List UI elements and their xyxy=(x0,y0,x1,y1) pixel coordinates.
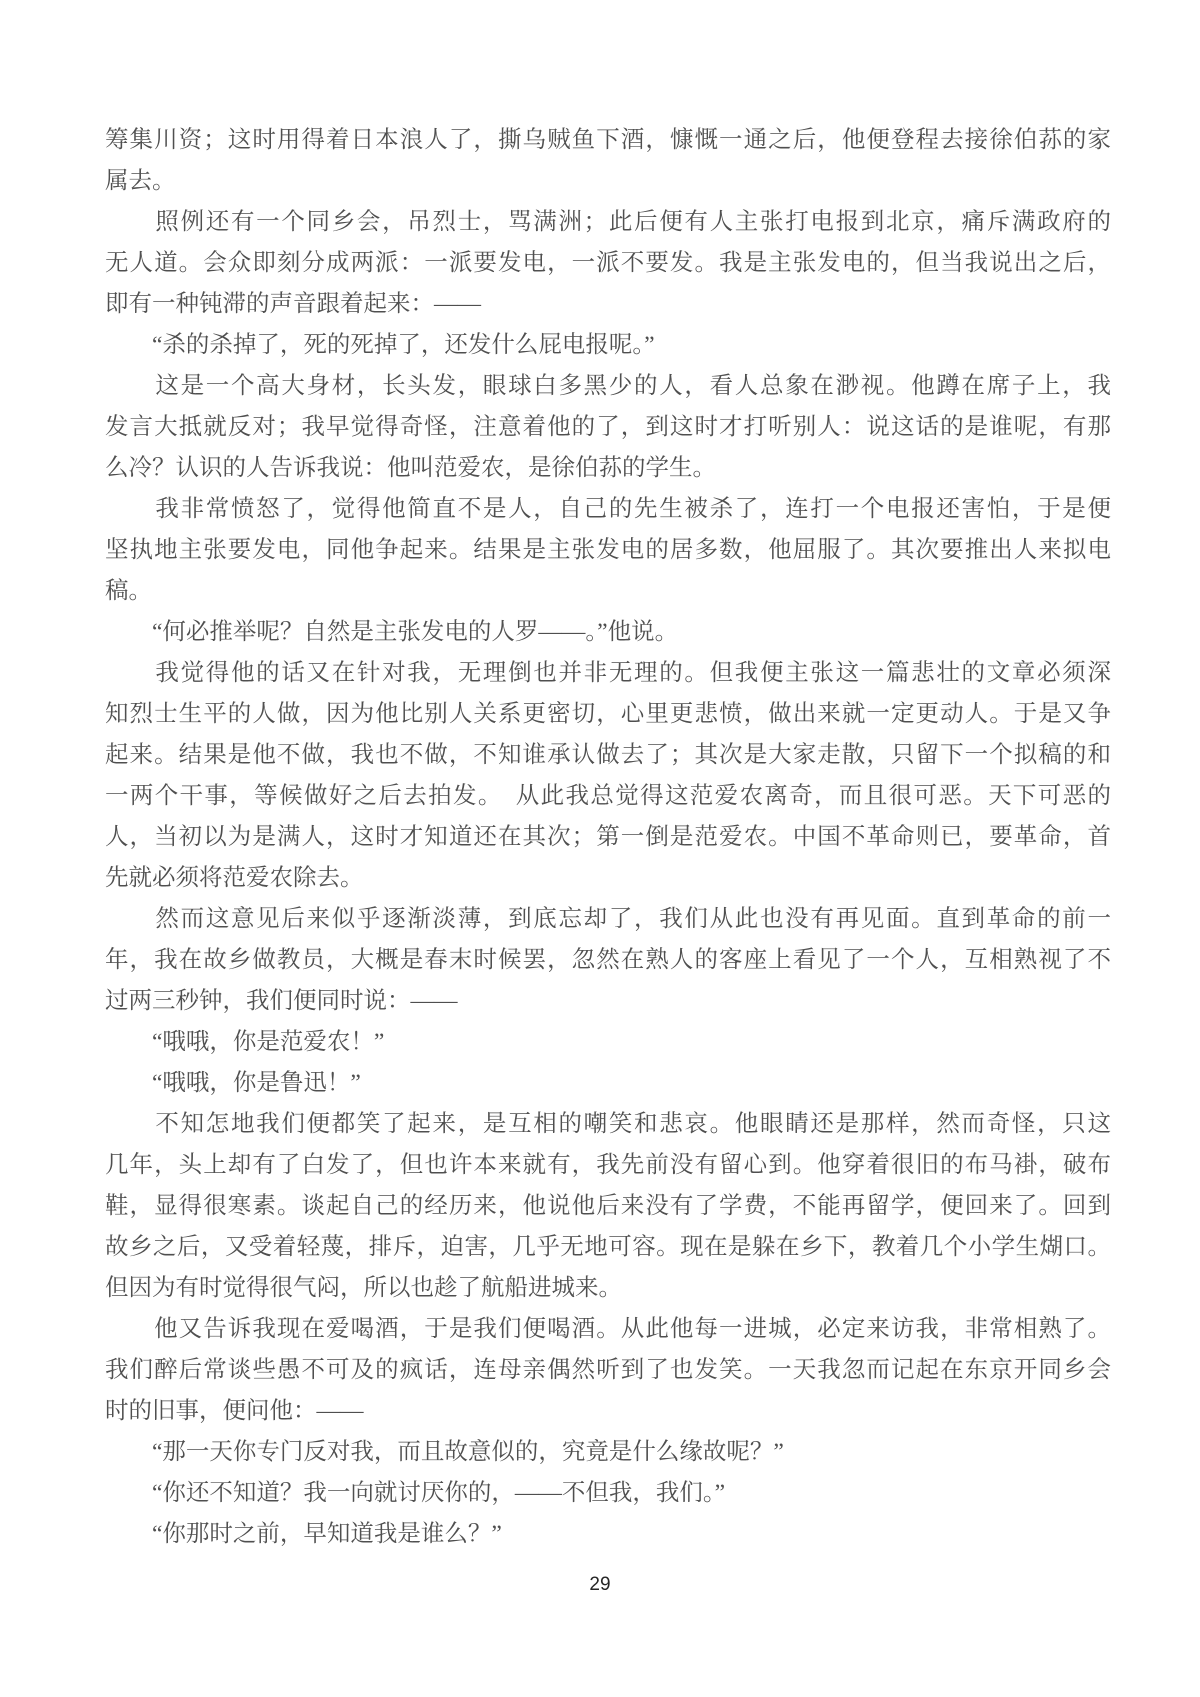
text-line: 发言大抵就反对；我早觉得奇怪，注意着他的了，到这时才打听别人：说这话的是谁呢，有那 xyxy=(105,414,1111,440)
text-line: “哦哦，你是鲁迅！” xyxy=(105,1070,361,1096)
text-line: 不知怎地我们便都笑了起来，是互相的嘲笑和悲哀。他眼睛还是那样，然而奇怪，只这 xyxy=(105,1111,1111,1137)
text-line: 这是一个高大身材，长头发，眼球白多黑少的人，看人总象在渺视。他蹲在席子上，我 xyxy=(105,373,1111,399)
text-line: 无人道。会众即刻分成两派：一派要发电，一派不要发。我是主张发电的，但当我说出之后， xyxy=(105,250,1111,276)
text-line: “那一天你专门反对我，而且故意似的，究竟是什么缘故呢？” xyxy=(105,1439,784,1465)
text-line: 属去。 xyxy=(105,168,176,194)
text-line: 知烈士生平的人做，因为他比别人关系更密切，心里更悲愤，做出来就一定更动人。于是又争 xyxy=(105,701,1111,727)
text-line: 坚执地主张要发电，同他争起来。结果是主张发电的居多数，他屈服了。其次要推出人来拟电 xyxy=(105,537,1111,563)
text-line: 时的旧事，便问他：—— xyxy=(105,1398,364,1424)
page-number: 29 xyxy=(589,1574,611,1595)
text-line: “杀的杀掉了，死的死掉了，还发什么屁电报呢。” xyxy=(105,332,655,358)
text-line: 我觉得他的话又在针对我，无理倒也并非无理的。但我便主张这一篇悲壮的文章必须深 xyxy=(105,660,1111,686)
text-line: 故乡之后，又受着轻蔑，排斥，迫害，几乎无地可容。现在是躲在乡下，教着几个小学生煳口。 xyxy=(105,1234,1111,1260)
text-line: 稿。 xyxy=(105,578,152,604)
text-line: 照例还有一个同乡会，吊烈士，骂满洲；此后便有人主张打电报到北京，痛斥满政府的 xyxy=(105,209,1111,235)
text-line: 么冷？认识的人告诉我说：他叫范爱农，是徐伯荪的学生。 xyxy=(105,455,716,481)
text-line: 然而这意见后来似乎逐渐淡薄，到底忘却了，我们从此也没有再见面。直到革命的前一 xyxy=(105,906,1111,932)
text-line: “你还不知道？我一向就讨厌你的，——不但我，我们。” xyxy=(105,1480,726,1506)
text-line: 先就必须将范爱农除去。 xyxy=(105,865,364,891)
text-line: 人，当初以为是满人，这时才知道还在其次；第一倒是范爱农。中国不革命则已，要革命，首 xyxy=(105,824,1111,850)
text-line: 筹集川资；这时用得着日本浪人了，撕乌贼鱼下酒，慷慨一通之后，他便登程去接徐伯荪的家 xyxy=(105,127,1111,153)
text-line: “哦哦，你是范爱农！” xyxy=(105,1029,385,1055)
text-line: 我非常愤怒了，觉得他简直不是人，自己的先生被杀了，连打一个电报还害怕，于是便 xyxy=(105,496,1111,522)
text-line: “你那时之前，早知道我是谁么？” xyxy=(105,1521,502,1547)
text-line: 鞋，显得很寒素。谈起自己的经历来，他说他后来没有了学费，不能再留学，便回来了。回到 xyxy=(105,1193,1111,1219)
text-line: 我们醉后常谈些愚不可及的疯话，连母亲偶然听到了也发笑。一天我忽而记起在东京开同乡会 xyxy=(105,1357,1111,1383)
text-line: 一两个干事，等候做好之后去拍发。 从此我总觉得这范爱农离奇，而且很可恶。天下可恶的 xyxy=(105,783,1111,809)
page-footer xyxy=(0,1570,1200,1600)
body-text xyxy=(105,120,1111,1555)
text-line: 即有一种钝滞的声音跟着起来：—— xyxy=(105,291,481,317)
text-line: 几年，头上却有了白发了，但也许本来就有，我先前没有留心到。他穿着很旧的布马褂，破布 xyxy=(105,1152,1111,1178)
text-line: 但因为有时觉得很气闷，所以也趁了航船进城来。 xyxy=(105,1275,622,1301)
text-line: 过两三秒钟，我们便同时说：—— xyxy=(105,988,458,1014)
text-line: 起来。结果是他不做，我也不做，不知谁承认做去了；其次是大家走散，只留下一个拟稿的和 xyxy=(105,742,1111,768)
text-line: “何必推举呢？自然是主张发电的人罗——。”他说。 xyxy=(105,619,679,645)
text-line: 他又告诉我现在爱喝酒，于是我们便喝酒。从此他每一进城，必定来访我，非常相熟了。 xyxy=(105,1316,1111,1342)
text-line: 年，我在故乡做教员，大概是春末时候罢，忽然在熟人的客座上看见了一个人，互相熟视了不 xyxy=(105,947,1111,973)
